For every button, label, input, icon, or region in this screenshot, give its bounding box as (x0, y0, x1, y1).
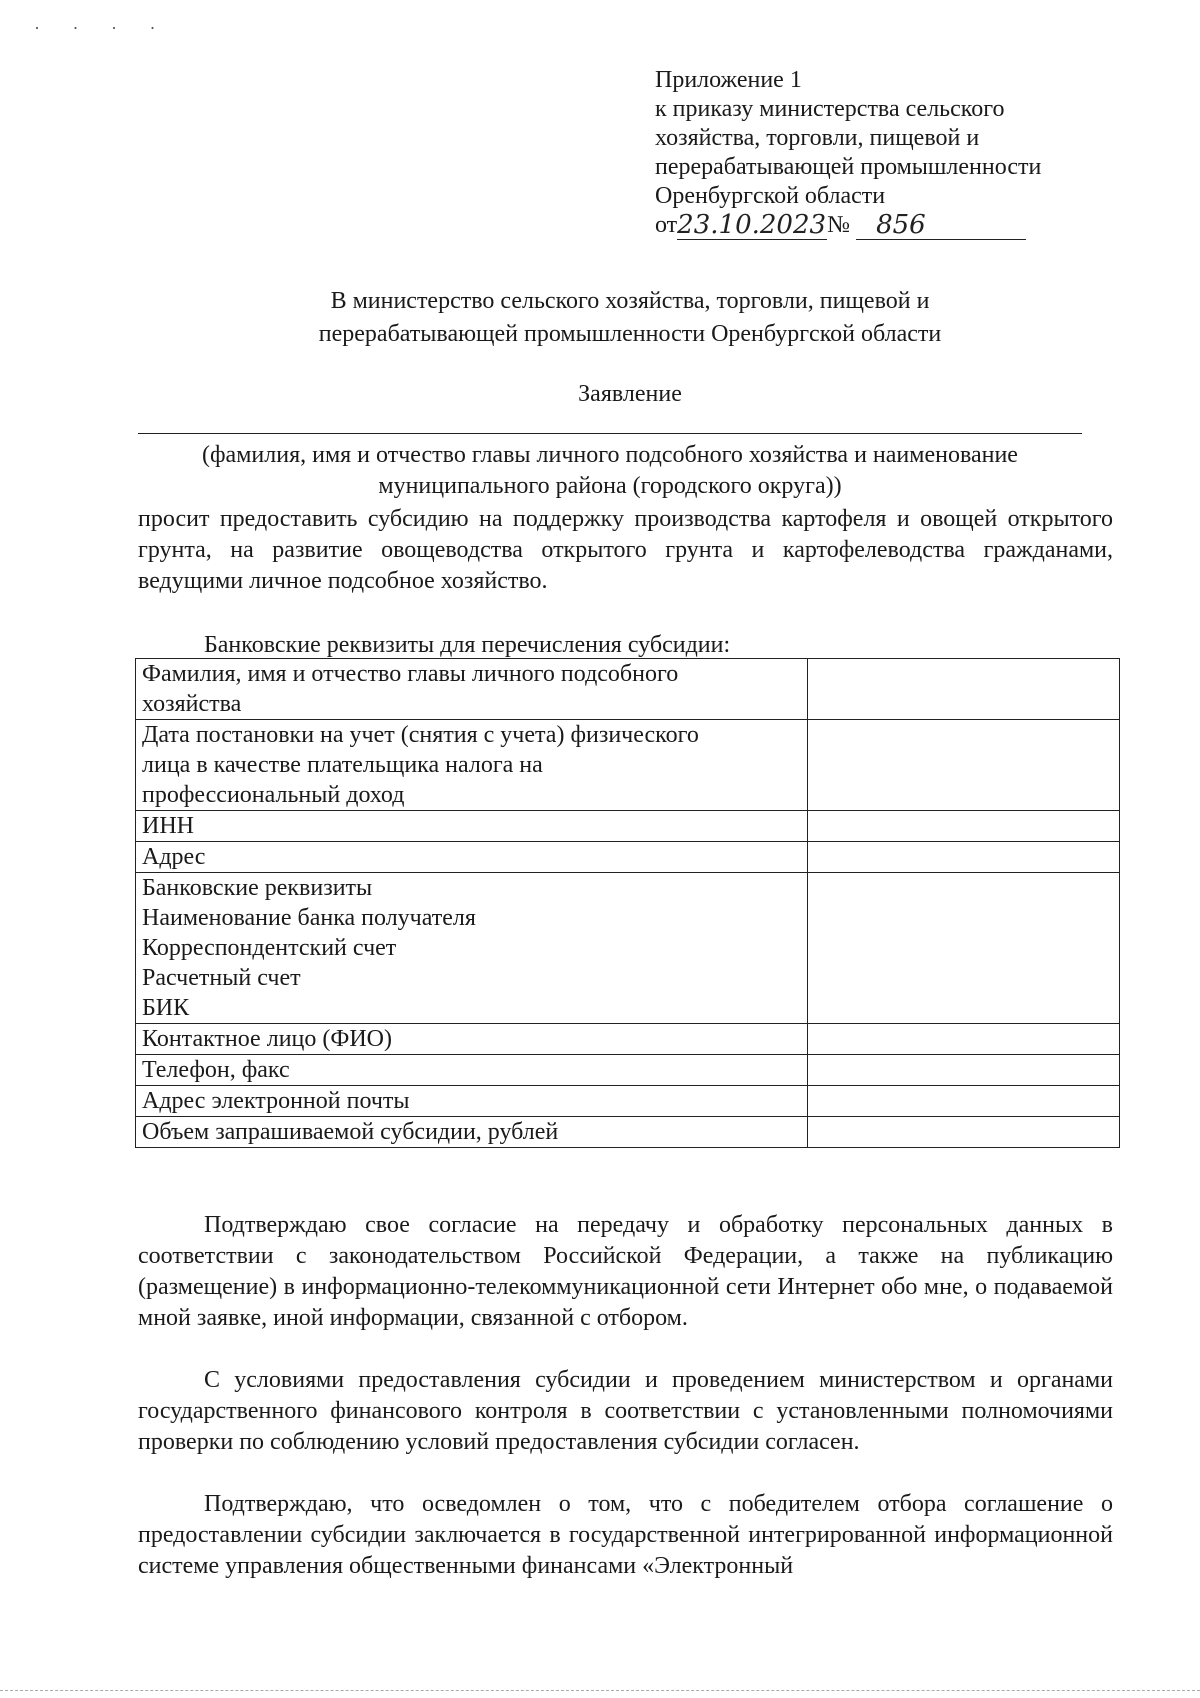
table-row-value-cell[interactable] (807, 873, 1119, 1024)
request-text: просит предоставить субсидию на поддержку производства картофеля и овощей открытого грунта, на развитие овощеводства открытого грунта и картофелеводства гражданами, ведущими личное подсобное хозяйство. (138, 506, 1113, 594)
table-row-label (136, 1086, 808, 1117)
table-row-value-cell[interactable] (807, 1117, 1119, 1148)
table-row-label (136, 873, 808, 1024)
label-line: лица в качестве плательщика налога на (142, 752, 543, 778)
order-number-handwritten: 856 (876, 210, 926, 240)
table-row (136, 659, 1120, 720)
order-date-field (677, 212, 827, 240)
agreement-paragraph: Подтверждаю, что осведомлен о том, что с победителем отбора соглашение о предоставлении субсидии заключается в государственной интегрированной информационной системе управления общественными финансами «Электронный (138, 1491, 1113, 1579)
scan-bottom-edge (0, 1690, 1200, 1691)
table-row (136, 873, 1120, 1024)
table-row-value-cell[interactable] (807, 720, 1119, 811)
label-line: Расчетный счет (142, 965, 301, 991)
label-line: Дата постановки на учет (снятия с учета) физического (142, 722, 699, 748)
table-row-label (136, 842, 808, 873)
date-prefix: от (655, 212, 678, 238)
appendix-line-1: Приложение 1 (655, 67, 802, 93)
label-line: Корреспондентский счет (142, 935, 397, 961)
table-row-value-cell[interactable] (807, 811, 1119, 842)
label-line: Банковские реквизиты (142, 875, 373, 901)
appendix-line-2: к приказу министерства сельского (655, 96, 1005, 122)
label-line: Контактное лицо (ФИО) (142, 1026, 392, 1052)
appendix-line-5: Оренбургской области (655, 183, 886, 209)
applicant-fill-line (138, 433, 1082, 434)
table-row (136, 1024, 1120, 1055)
fill-line-caption (130, 440, 1090, 502)
scan-artifact-dots: · · · · (34, 18, 170, 38)
label-line: ИНН (142, 813, 194, 839)
conditions-paragraph: С условиями предоставления субсидии и проведением министерством и органами государственного финансового контроля в соответствии с установленными полномочиями проверки по соблюдению условий предоставления субсидии согласен. (138, 1367, 1113, 1455)
table-row-value-cell[interactable] (807, 659, 1119, 720)
table-row (136, 1117, 1120, 1148)
table-row-label (136, 720, 808, 811)
appendix-line-3: хозяйства, торговли, пищевой и (655, 125, 980, 151)
caption-line-1: (фамилия, имя и отчество главы личного подсобного хозяйства и наименование (202, 442, 1018, 468)
table-row-value-cell[interactable] (807, 1086, 1119, 1117)
table-row-label (136, 659, 808, 720)
number-prefix: № (827, 212, 851, 238)
table-row (136, 1055, 1120, 1086)
addressee-block (0, 285, 1200, 351)
table-row-label (136, 1117, 808, 1148)
table-row-label (136, 811, 808, 842)
label-line: Объем запрашиваемой субсидии, рублей (142, 1119, 559, 1145)
label-line: Наименование банка получателя (142, 905, 476, 931)
label-line: хозяйства (142, 691, 242, 717)
label-line: БИК (142, 995, 190, 1021)
addressee-line-2: перерабатывающей промышленности Оренбургской области (318, 321, 942, 347)
label-line: Адрес (142, 844, 206, 870)
bank-details-title: Банковские реквизиты для перечисления субсидии: (204, 632, 731, 658)
addressee-line-1: В министерство сельского хозяйства, торговли, пищевой и (330, 288, 930, 314)
table-row (136, 842, 1120, 873)
order-date-handwritten: 23.10.2023 (677, 210, 827, 240)
table-row (136, 811, 1120, 842)
label-line: Телефон, факс (142, 1057, 290, 1083)
table-row (136, 720, 1120, 811)
table-row (136, 1086, 1120, 1117)
order-date-number-line (655, 211, 1175, 240)
table-row-value-cell[interactable] (807, 1024, 1119, 1055)
table-row-label (136, 1055, 808, 1086)
order-number-field (856, 212, 1026, 240)
consent-paragraph: Подтверждаю свое согласие на передачу и обработку персональных данных в соответствии с законодательством Российской Федерации, а также на публикацию (размещение) в информационно-телекоммуникационной сети Интернет обо мне, о подаваемой мной заявке, иной информации, связанной с отбором. (138, 1212, 1113, 1331)
table-row-label (136, 1024, 808, 1055)
appendix-header (655, 66, 1175, 240)
label-line: Фамилия, имя и отчество главы личного подсобного (142, 661, 679, 687)
document-title: Заявление (578, 381, 682, 407)
label-line: Адрес электронной почты (142, 1088, 410, 1114)
bank-details-table (135, 658, 1120, 1148)
appendix-line-4: перерабатывающей промышленности (655, 154, 1042, 180)
label-line: профессиональный доход (142, 782, 405, 808)
table-row-value-cell[interactable] (807, 1055, 1119, 1086)
table-row-value-cell[interactable] (807, 842, 1119, 873)
caption-line-2: муниципального района (городского округа)) (378, 473, 842, 499)
